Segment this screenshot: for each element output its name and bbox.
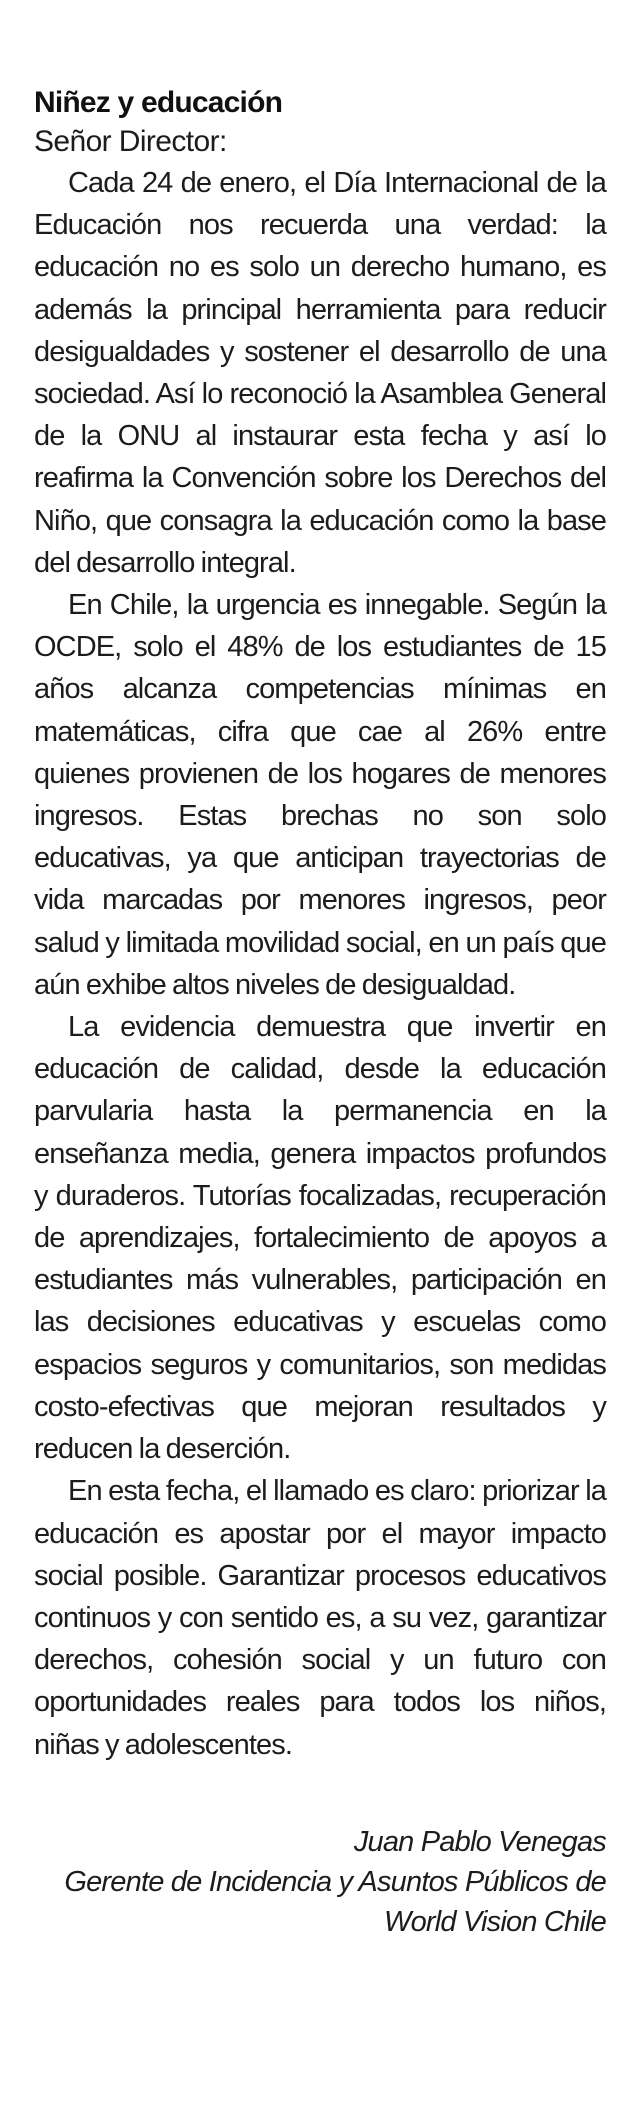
paragraph-2: En Chile, la urgencia es innegable. Según la OCDE, solo el 48% de los estudiantes de 15 años alcanza competencias mínimas en matemáticas, cifra que cae al 26% entre quienes provienen de los hogares de menores ingresos. Estas brechas no son solo educativas, ya que anticipan trayectorias de vida marcadas por menores ingresos, peor salud y limitada movilidad social, en un país que aún exhibe altos niveles de desigualdad. bbox=[34, 589, 606, 1001]
signature-organization: World Vision Chile bbox=[384, 1905, 606, 1938]
signature-role: Gerente de Incidencia y Asuntos Públicos de bbox=[64, 1865, 606, 1898]
signature-name: Juan Pablo Venegas bbox=[353, 1825, 606, 1858]
paragraph-1: Cada 24 de enero, el Día Internacional de la Educación nos recuerda una verdad: la educación no es solo un derecho humano, es además la principal herramienta para reducir desigualdades y sostener el desarrollo de una sociedad. Así lo reconoció la Asamblea General de la ONU al instaurar esta fecha y así lo reafirma la Convención sobre los Derechos del Niño, que consagra la educación como la base del desarrollo integral. bbox=[34, 167, 606, 579]
letter-to-editor bbox=[34, 84, 606, 1942]
letter-headline: Niñez y educación bbox=[34, 86, 283, 119]
paragraph-3: La evidencia demuestra que invertir en educación de calidad, desde la educación parvularia hasta la permanencia en la enseñanza media, genera impactos profundos y duraderos. Tutorías focalizadas, recuperación de aprendizajes, fortalecimiento de apoyos a estudiantes más vulnerables, participación en las decisiones educativas y escuelas como espacios seguros y comunitarios, son medidas costo-efectivas que mejoran resultados y reducen la deserción. bbox=[34, 1011, 606, 1466]
signature-block bbox=[34, 1822, 606, 1942]
salutation: Señor Director: bbox=[34, 125, 227, 158]
paragraph-4: En esta fecha, el llamado es claro: priorizar la educación es apostar por el mayor impacto social posible. Garantizar procesos educativos continuos y con sentido es, a su vez, garantizar derechos, cohesión social y un futuro con oportunidades reales para todos los niños, niñas y adolescentes. bbox=[34, 1475, 606, 1761]
